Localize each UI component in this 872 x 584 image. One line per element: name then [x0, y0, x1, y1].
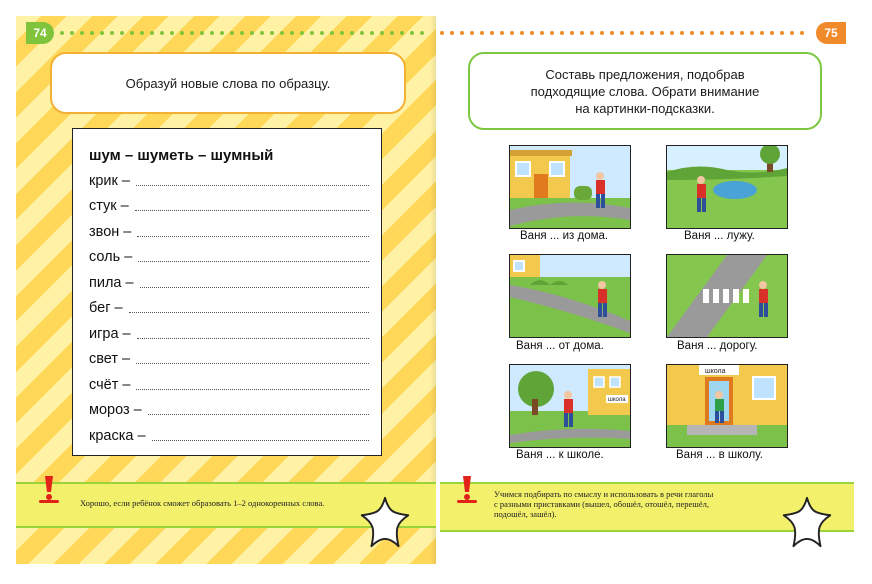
- word-row: [89, 324, 369, 342]
- word-row: [89, 298, 369, 316]
- word-label: соль –: [89, 249, 133, 265]
- word-row: [89, 171, 369, 189]
- answer-line[interactable]: [148, 404, 369, 415]
- dots-divider-left: [60, 31, 430, 37]
- word-row: [89, 375, 369, 393]
- word-label: стук –: [89, 198, 129, 214]
- answer-line[interactable]: [135, 200, 369, 211]
- picture-entering-school: [666, 364, 788, 448]
- parent-note-right: [494, 489, 794, 519]
- picture-puddle: [666, 145, 788, 229]
- caption-2: Ваня ... лужу.: [684, 230, 755, 242]
- left-instruction-text: Образуй новые слова по образцу.: [125, 75, 331, 91]
- answer-line[interactable]: [138, 251, 369, 262]
- answer-line[interactable]: [152, 430, 369, 441]
- word-label: пила –: [89, 275, 134, 291]
- right-instruction-line: на картинки-подсказки.: [575, 100, 715, 116]
- word-label: счёт –: [89, 377, 131, 393]
- parent-note-line: Учимся подбирать по смыслу и использовать в речи глаголы: [494, 489, 714, 499]
- parent-note-line: с разными приставками (вышел, обошёл, отошёл, перешёл,: [494, 499, 709, 509]
- word-row: [89, 349, 369, 367]
- word-row: [89, 426, 369, 444]
- right-instruction-box: [468, 52, 822, 130]
- left-instruction-box: [50, 52, 406, 114]
- word-exercise-panel: [72, 128, 382, 456]
- parent-note-line: подошёл, зашёл).: [494, 509, 557, 519]
- word-label: свет –: [89, 351, 131, 367]
- word-row: [89, 247, 369, 265]
- answer-line[interactable]: [140, 277, 369, 288]
- parent-note-left: Хорошо, если ребёнок сможет образовать 1–2 однокоренных слова.: [80, 498, 325, 508]
- dots-divider-right: [440, 31, 810, 37]
- page-number-left: 74: [26, 22, 54, 44]
- exclamation-icon: [38, 474, 60, 504]
- word-row: [89, 273, 369, 291]
- right-instruction-line: подходящие слова. Обрати внимание: [530, 83, 760, 99]
- answer-line[interactable]: [137, 226, 369, 237]
- page-number-right: 75: [816, 22, 846, 44]
- answer-line[interactable]: [136, 353, 369, 364]
- answer-line[interactable]: [136, 379, 369, 390]
- answer-line[interactable]: [129, 302, 369, 313]
- word-label: игра –: [89, 326, 131, 342]
- answer-line[interactable]: [136, 175, 369, 186]
- caption-4: Ваня ... дорогу.: [677, 340, 758, 352]
- caption-3: Ваня ... от дома.: [516, 340, 604, 352]
- caption-1: Ваня ... из дома.: [520, 230, 609, 242]
- picture-crossing-road: [666, 254, 788, 338]
- word-label: краска –: [89, 428, 146, 444]
- answer-line[interactable]: [137, 328, 369, 339]
- right-instruction-line: Составь предложения, подобрав: [545, 66, 745, 82]
- word-label: звон –: [89, 224, 132, 240]
- star-icon: [778, 494, 836, 552]
- word-row: [89, 222, 369, 240]
- caption-5: Ваня ... к школе.: [516, 449, 604, 461]
- word-label: мороз –: [89, 402, 142, 418]
- word-label: крик –: [89, 173, 130, 189]
- school-sign-text: школа: [608, 397, 626, 403]
- word-row: [89, 400, 369, 418]
- picture-away-from-house: [509, 254, 631, 338]
- star-icon: [356, 494, 414, 552]
- school-sign-text: школа: [705, 368, 726, 375]
- caption-6: Ваня ... в школу.: [676, 449, 763, 461]
- word-label: бег –: [89, 300, 123, 316]
- picture-leaving-house: [509, 145, 631, 229]
- word-row: [89, 196, 369, 214]
- exclamation-icon: [456, 474, 478, 504]
- picture-approaching-school: [509, 364, 631, 448]
- example-word-chain: шум – шуметь – шумный: [89, 147, 274, 164]
